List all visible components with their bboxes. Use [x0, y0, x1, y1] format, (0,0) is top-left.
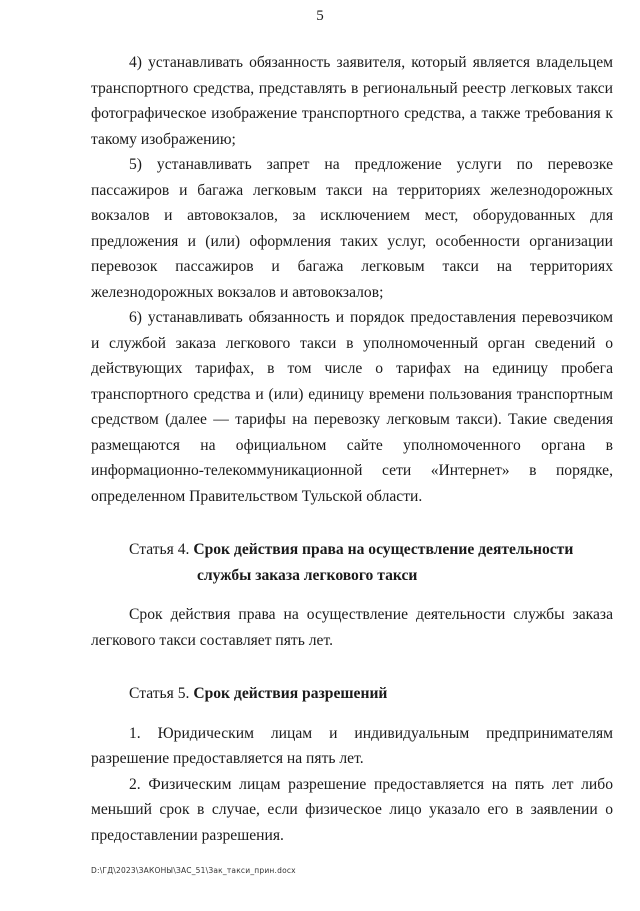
article-5-heading — [91, 681, 613, 707]
article-4-heading — [91, 537, 613, 563]
article-4-text: Срок действия права на осуществление деятельности службы заказа легкового такси составляет пять лет. — [91, 606, 613, 649]
article-4-title-line2: службы заказа легкового такси — [197, 566, 418, 584]
article-4-title-line1: Срок действия права на осуществление деятельности — [193, 541, 574, 558]
document-body — [91, 50, 613, 848]
paragraph-item-4: 4) устанавливать обязанность заявителя, который является владельцем транспортного средства, представлять в региональный реестр легковых такси фотографическое изображение транспортного средства, а также требования к такому изображению; — [91, 54, 613, 148]
article-4-prefix: Статья 4. — [129, 541, 194, 558]
paragraph-item-5: 5) устанавливать запрет на предложение услуги по перевозке пассажиров и багажа легковым такси на территориях железнодорожных вокзалов и автовокзалов, за исключением мест, оборудованных для предложения и (или) оформления таких услуг, особенности организации перевозок пассажиров и багажа легковым такси на территориях железнодорожных вокзалов и автовокзалов; — [91, 156, 613, 301]
paragraph-item-6: 6) устанавливать обязанность и порядок предоставления перевозчиком и службой заказа легкового такси в уполномоченный орган сведений о действующих тарифах, в том числе о тарифах на единицу пробега транспортного средства и (или) единицу времени пользования транспортным средством (далее — тарифы на перевозку легковым такси). Такие сведения размещаются на официальном сайте уполномоченного органа в информационно-телекоммуникационной сети «Интернет» в порядке, определенном Правительством Тульской области. — [91, 309, 613, 505]
article-5-para-2: 2. Физическим лицам разрешение предоставляется на пять лет либо меньший срок в случае, если физическое лицо указало его в заявлении о предоставлении разрешения. — [91, 775, 613, 844]
article-5-prefix: Статья 5. — [129, 685, 194, 702]
footer-file-path: D:\ГД\2023\ЗАКОНЫ\ЗАС_51\Зак_такси_прин.docx — [91, 866, 296, 875]
article-5-title: Срок действия разрешений — [193, 685, 388, 702]
article-5-para-1: 1. Юридическим лицам и индивидуальным предпринимателям разрешение предоставляется на пять лет. — [91, 724, 613, 767]
page-number: 5 — [316, 8, 324, 24]
